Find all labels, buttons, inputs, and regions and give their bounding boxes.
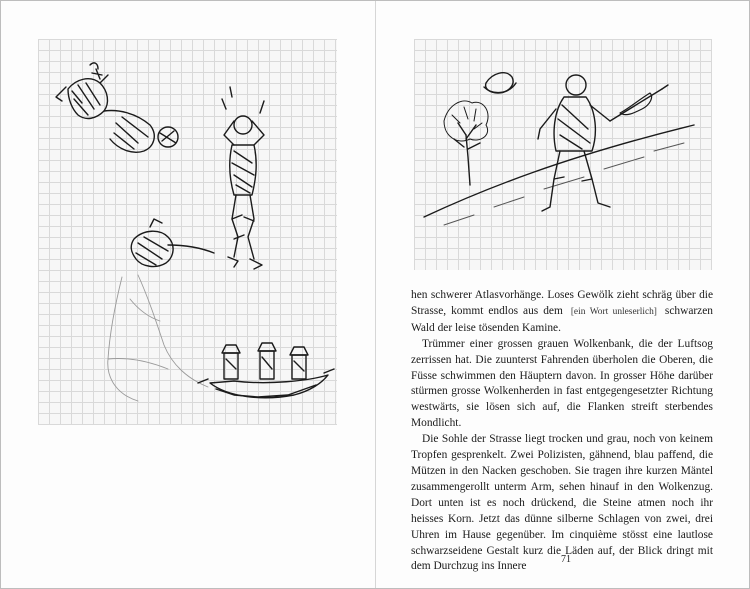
- body-text: [411, 288, 713, 575]
- paragraph-2: Trümmer einer grossen grauen Wolkenbank, die der Luftsog zerrissen hat. Die zuunterst Fahrenden überholen die Oberen, die Füsse schwimmen den Häuptern davon. In grosser Höhe darüber stürmen grosse Wolkenherden in fast entgegengesetzter Richtung westwärts, sie lösen sich auf, die Flanken streift sterbendes Mondlicht.: [411, 337, 713, 430]
- right-sketch-illustration: [414, 39, 712, 270]
- paragraph-1-start: hen schwerer Atlasvorhänge. Loses Gewölk zieht schräg über die Strasse, kommt endlos aus dem: [411, 289, 713, 317]
- left-sketch-drawing: [38, 39, 337, 425]
- left-page: [1, 1, 375, 588]
- paragraph-1-end: schwarzen Wald der leise tösenden Kamine.: [411, 304, 713, 334]
- right-sketch-drawing: [414, 39, 712, 270]
- right-page: [376, 1, 749, 588]
- left-sketch-illustration: [38, 39, 337, 425]
- editorial-note: [ein Wort unleserlich]: [570, 306, 657, 317]
- paragraph-1: [411, 288, 713, 337]
- paragraph-3: Die Sohle der Strasse liegt trocken und grau, noch von keinem Tropfen gesprenkelt. Zwei Polizisten, gähnend, blau paffend, die Mützen in den Nacken geschoben. Sie tragen ihre kurzen Mäntel zusammengerollt unterm Arm, sehen hinauf in den Wolkenzug. Dort unten ist es noch drückend, die Steine atmen noch ihr heisses Korn. Jetzt das dünne silberne Schlagen von zwei, drei Uhren im Hause gegenüber. Im cinquième stösst eine lautlose schwarzseidene Gestalt kurz die Läden auf, der Blick dringt mit dem Durchzug ins Innere: [411, 433, 713, 573]
- page-number: 71: [561, 554, 571, 565]
